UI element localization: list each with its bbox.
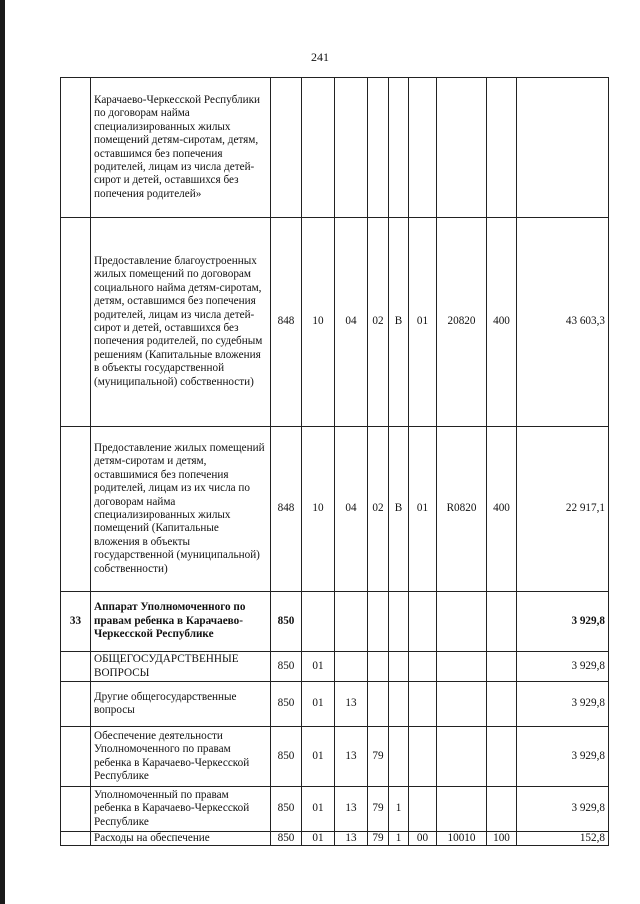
expense-direction-code-cell: 10010 (437, 832, 487, 846)
section-code-cell: 01 (302, 727, 335, 787)
program-code-cell (368, 78, 389, 218)
expense-type-code-cell: 400 (487, 427, 517, 592)
subsection-code-cell: 13 (335, 787, 368, 832)
main-activity-code-cell (409, 682, 437, 727)
main-activity-code-cell: 01 (409, 427, 437, 592)
subprogram-code-cell (389, 682, 409, 727)
program-code-cell: 79 (368, 832, 389, 846)
amount-cell: 3 929,8 (517, 787, 609, 832)
row-number-cell (61, 427, 91, 592)
main-activity-code-cell (409, 592, 437, 652)
main-activity-code-cell (409, 727, 437, 787)
expense-type-code-cell (487, 727, 517, 787)
expense-direction-code-cell (437, 652, 487, 682)
amount-cell: 3 929,8 (517, 682, 609, 727)
expense-direction-code-cell: R0820 (437, 427, 487, 592)
program-code-cell: 79 (368, 787, 389, 832)
amount-cell: 43 603,3 (517, 218, 609, 427)
department-code-cell: 850 (271, 832, 302, 846)
expense-type-code-cell (487, 78, 517, 218)
amount-cell: 3 929,8 (517, 727, 609, 787)
subprogram-code-cell (389, 727, 409, 787)
item-name-cell: Обеспечение деятельности Уполномоченного по правам ребенка в Карачаево-Черкесской Республике (91, 727, 271, 787)
expense-type-code-cell: 400 (487, 218, 517, 427)
table-body (61, 78, 609, 846)
main-activity-code-cell: 01 (409, 218, 437, 427)
table-row (61, 682, 609, 727)
section-code-cell (302, 78, 335, 218)
expense-type-code-cell (487, 592, 517, 652)
section-code-cell: 01 (302, 652, 335, 682)
table-row (61, 427, 609, 592)
expense-direction-code-cell (437, 682, 487, 727)
table-row (61, 652, 609, 682)
amount-cell: 3 929,8 (517, 592, 609, 652)
section-code-cell: 01 (302, 832, 335, 846)
program-code-cell (368, 652, 389, 682)
subsection-code-cell: 13 (335, 682, 368, 727)
page-number: 241 (311, 50, 329, 64)
subprogram-code-cell (389, 78, 409, 218)
expense-direction-code-cell (437, 78, 487, 218)
table-row (61, 218, 609, 427)
row-number-cell (61, 832, 91, 846)
row-number-cell (61, 682, 91, 727)
program-code-cell: 02 (368, 427, 389, 592)
amount-cell: 3 929,8 (517, 652, 609, 682)
subprogram-code-cell: В (389, 218, 409, 427)
department-code-cell: 850 (271, 652, 302, 682)
table-row (61, 787, 609, 832)
row-number-cell (61, 218, 91, 427)
row-number-cell (61, 78, 91, 218)
expense-direction-code-cell (437, 727, 487, 787)
table-row (61, 832, 609, 846)
subsection-code-cell (335, 652, 368, 682)
department-code-cell (271, 78, 302, 218)
department-code-cell: 850 (271, 682, 302, 727)
expense-direction-code-cell (437, 592, 487, 652)
section-code-cell: 01 (302, 682, 335, 727)
amount-cell (517, 78, 609, 218)
subprogram-code-cell: 1 (389, 787, 409, 832)
department-code-cell: 848 (271, 218, 302, 427)
row-number-cell (61, 727, 91, 787)
section-code-cell: 10 (302, 427, 335, 592)
section-code-cell: 10 (302, 218, 335, 427)
item-name-cell: Другие общегосударственные вопросы (91, 682, 271, 727)
expense-direction-code-cell: 20820 (437, 218, 487, 427)
item-name-cell: Аппарат Уполномоченного по правам ребенка в Карачаево-Черкесской Республике (91, 592, 271, 652)
subsection-code-cell: 13 (335, 727, 368, 787)
main-activity-code-cell (409, 652, 437, 682)
item-name-cell: Предоставление жилых помещений детям-сиротам и детям, оставшимися без попечения родителей, лицам из их числа по договорам найма специализированных жилых помещений (Капитальные вложения в объекты государственной (муниципальной) собственности) (91, 427, 271, 592)
subsection-code-cell (335, 592, 368, 652)
table-row (61, 592, 609, 652)
item-name-cell: Предоставление благоустроенных жилых помещений по договорам социального найма детям-сиротам, детям, оставшимся без попечения родителей, лицам из числа детей-сирот и детей, оставшихся без попечения родителей, по судебным решениям (Капитальные вложения в объекты государственной (муниципальной) собственности) (91, 218, 271, 427)
main-activity-code-cell (409, 78, 437, 218)
amount-cell: 152,8 (517, 832, 609, 846)
expense-direction-code-cell (437, 787, 487, 832)
item-name-cell: Карачаево-Черкесской Республики по договорам найма специализированных жилых помещений детям-сиротам, детям, оставшимся без попечения родителей, лицам из числа детей-сирот и детей, оставшихся без попечения родителей» (91, 78, 271, 218)
subsection-code-cell: 04 (335, 427, 368, 592)
scan-edge (0, 0, 5, 904)
main-activity-code-cell (409, 787, 437, 832)
program-code-cell (368, 592, 389, 652)
expense-type-code-cell (487, 787, 517, 832)
program-code-cell (368, 682, 389, 727)
table-row (61, 78, 609, 218)
subprogram-code-cell: В (389, 427, 409, 592)
subprogram-code-cell: 1 (389, 832, 409, 846)
subsection-code-cell: 13 (335, 832, 368, 846)
subprogram-code-cell (389, 652, 409, 682)
row-number-cell (61, 787, 91, 832)
department-code-cell: 848 (271, 427, 302, 592)
expense-type-code-cell (487, 682, 517, 727)
department-code-cell: 850 (271, 592, 302, 652)
subsection-code-cell: 04 (335, 218, 368, 427)
item-name-cell: Уполномоченный по правам ребенка в Карачаево-Черкесской Республике (91, 787, 271, 832)
program-code-cell: 02 (368, 218, 389, 427)
main-activity-code-cell: 00 (409, 832, 437, 846)
department-code-cell: 850 (271, 727, 302, 787)
subprogram-code-cell (389, 592, 409, 652)
expense-type-code-cell: 100 (487, 832, 517, 846)
item-name-cell: ОБЩЕГОСУДАРСТВЕННЫЕ ВОПРОСЫ (91, 652, 271, 682)
section-code-cell: 01 (302, 787, 335, 832)
table-row (61, 727, 609, 787)
row-number-cell: 33 (61, 592, 91, 652)
amount-cell: 22 917,1 (517, 427, 609, 592)
expense-type-code-cell (487, 652, 517, 682)
program-code-cell: 79 (368, 727, 389, 787)
budget-table (60, 77, 609, 846)
section-code-cell (302, 592, 335, 652)
row-number-cell (61, 652, 91, 682)
department-code-cell: 850 (271, 787, 302, 832)
item-name-cell: Расходы на обеспечение (91, 832, 271, 846)
subsection-code-cell (335, 78, 368, 218)
